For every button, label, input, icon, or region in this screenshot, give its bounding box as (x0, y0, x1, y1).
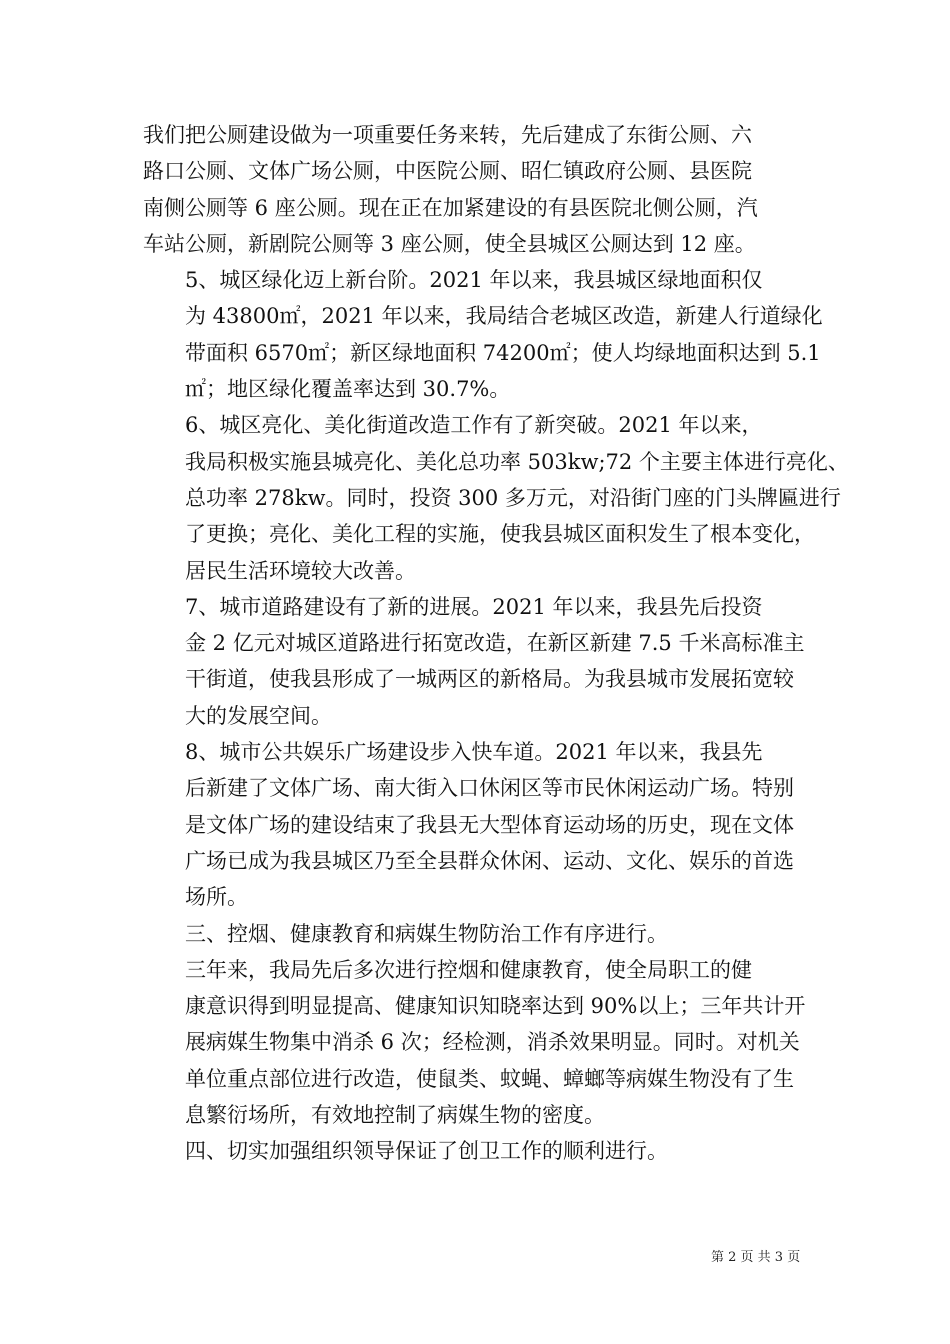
text-line: 6、城区亮化、美化街道改造工作有了新突破。2021 年以来， (185, 413, 763, 438)
paragraph (143, 734, 811, 915)
text-line: 路口公厕、文体广场公厕，中医院公厕、昭仁镇政府公厕、县医院 (143, 159, 752, 184)
text-line: 居民生活环境较大改善。 (185, 558, 416, 583)
paragraph (143, 589, 811, 734)
text-line: 场所。 (185, 885, 248, 910)
paragraph (143, 407, 849, 588)
text-line: 三、控烟、健康教育和病媒生物防治工作有序进行。 (185, 921, 668, 946)
text-line: 7、城市道路建设有了新的进展。2021 年以来，我县先后投资 (185, 594, 763, 619)
text-line: 金 2 亿元对城区道路进行拓宽改造，在新区新建 7.5 千米高标准主 (185, 631, 805, 656)
paragraph (143, 952, 811, 1133)
text-line: 息繁衍场所，有效地控制了病媒生物的密度。 (185, 1103, 605, 1128)
text-line: 展病媒生物集中消杀 6 次；经检测，消杀效果明显。同时。对机关 (185, 1030, 800, 1055)
paragraph (143, 1133, 811, 1169)
document-body (143, 117, 849, 1170)
text-line: 大的发展空间。 (185, 703, 332, 728)
text-line: 了更换；亮化、美化工程的实施，使我县城区面积发生了根本变化， (185, 522, 815, 547)
paragraph (143, 117, 811, 262)
text-line: 四、切实加强组织领导保证了创卫工作的顺利进行。 (185, 1139, 668, 1164)
text-line: 是文体广场的建设结束了我县无大型体育运动场的历史，现在文体 (185, 812, 794, 837)
text-line: 5、城区绿化迈上新台阶。2021 年以来，我县城区绿地面积仅 (185, 268, 763, 293)
text-line: 我局积极实施县城亮化、美化总功率 503kw;72 个主要主体进行亮化、 (185, 449, 849, 474)
text-line: 康意识得到明显提高、健康知识知晓率达到 90%以上；三年共计开 (185, 994, 806, 1019)
text-line: 为 43800㎡，2021 年以来，我局结合老城区改造，新建人行道绿化 (185, 304, 823, 329)
text-line: 单位重点部位进行改造，使鼠类、蚊蝇、蟑螂等病媒生物没有了生 (185, 1066, 794, 1091)
text-line: ㎡；地区绿化覆盖率达到 30.7%。 (185, 377, 511, 402)
text-line: 总功率 278kw。同时，投资 300 多万元，对沿街门座的门头牌匾进行 (185, 485, 841, 510)
page-number-footer: 第 2 页 共 3 页 (711, 1250, 801, 1265)
text-line: 南侧公厕等 6 座公厕。现在正在加紧建设的有县医院北侧公厕，汽 (143, 195, 758, 220)
text-line: 我们把公厕建设做为一项重要任务来转，先后建成了东街公厕、六 (143, 123, 752, 147)
text-line: 后新建了文体广场、南大街入口休闲区等市民休闲运动广场。特别 (185, 776, 794, 801)
text-line: 8、城市公共娱乐广场建设步入快车道。2021 年以来，我县先 (185, 740, 763, 765)
text-line: 广场已成为我县城区乃至全县群众休闲、运动、文化、娱乐的首选 (185, 848, 794, 873)
text-line: 车站公厕，新剧院公厕等 3 座公厕，使全县城区公厕达到 12 座。 (143, 231, 756, 256)
paragraph (143, 262, 823, 407)
paragraph (143, 916, 811, 952)
text-line: 三年来，我局先后多次进行控烟和健康教育，使全局职工的健 (185, 957, 752, 982)
text-line: 带面积 6570㎡；新区绿地面积 74200㎡；使人均绿地面积达到 5.1 (185, 340, 821, 365)
text-line: 干街道，使我县形成了一城两区的新格局。为我县城市发展拓宽较 (185, 667, 794, 692)
